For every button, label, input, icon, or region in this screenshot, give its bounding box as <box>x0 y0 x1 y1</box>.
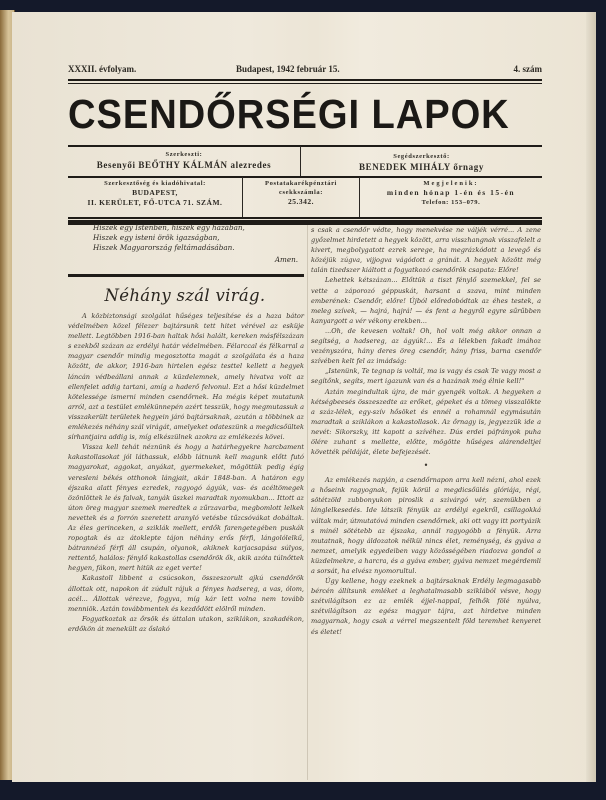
page-edge <box>586 12 596 782</box>
article-paragraph: Aztán megindultak újra, de már gyengék voltak. A hegyeken a kétségbeesés összeszedte az erőket, gépeket és a tömeg visszalökte a száz-lélek, egy-szív hősöket és ennél a rohamnál egymásután maradtak a sziklákon a kakastollasok. Az őrnagy is, jegyezzük ide a nevét: Sikorszky, itt kapott a szívéhez. Dús erdei páfrányok puha ölére zuhant s mellette, előtte, mögötte hűséges alárendeltjei követték példáját, élete befejezését. <box>311 387 541 457</box>
masthead-title: CSENDŐRSÉGI LAPOK <box>68 91 510 137</box>
newspaper-page <box>12 12 596 782</box>
article-paragraph: ...Oh, de kevesen voltak! Oh, hol volt még akkor onnan a segítség, a hadsereg, az ágyúk!... És a lélekben fakadt imához vezényszóra, hány deres öreg csendőr, hány friss, barna csendőr szívében kelt fel az imádság: <box>311 326 541 366</box>
postal-label: Postatakarékpénztári <box>265 180 337 187</box>
issue-info-row <box>68 64 542 76</box>
column-divider <box>307 225 308 780</box>
article-paragraph: Kakastoll libbent a csúcsokon, összeszorult ajkú csendőrök állottak ott, napokon át zúdult rájuk a fényes hadsereg, a vas, ólom, acél... Állottak vérezve, fogyva, míg kár lett volna nem tovább menniök. Aztán továbbmentek és kezdődött elölről minden. <box>68 574 304 613</box>
editor-block <box>68 150 300 171</box>
article-paragraph: Lehettek kétszázan... Előttük a tiszt fénylő szemekkel, fel se vette a záporozó géppuskát, harsant a szava, mint minden emberének: Csendőr, előre! Újból előredobódtak az éhes testek, a meleg szívek, — hajrá, hajrá! — és fent a hegyről egyre sűrűbben kanyargott a vér vékony erekben... <box>311 276 541 325</box>
article-paragraph: Vissza kell tehát néznünk és hogy a határhegyekre harcbament kakastollasokat jól láthassuk, előbb látnunk kell magunk előtt futó magyarokat, aggokat, anyákat, gyermekeket, mögöttük pedig égig vereslenі békés otthonok lángjait, akár 1848-ban. A határon egy éjszaka alatt fényes ezredek, ragyogó ágyúk, vas- és acéltömegek özönlöttek le és falvak, tanyák üszkei maradtak nyomukban... Ittott az úton öreg magyar szemek meredtek a zűrzavarba, megbomlott lelkek nevettek és a forrón szeretett aranyló vetésbe tűzcsóvákat dobáltak. Az éles gerinceken, a sziklák mellett, erdők farengetegében puskák ropogtak és az átoklepte tájon néhány erős férfi, lángolólelkű, bátrannéző férfi áll csupán, olyanok, akiknek karjacsapása súlyos, rettentő, halálos: fénylő kakastollas csendőrök ők, akik azóta túlnőttek hegyen, fákon, mert hitük az eget verte! <box>68 443 304 573</box>
article-paragraph: Az emlékezés napján, a csendőrnapon arra kell nézni, ahol ezek a hőseink ragyognak, fejük körül a megdicsőülés glóriája, régi, sötétzöld zubbonyukon piroslik a szivárgó vér, szemükben a lánglelkesedés. Ide látszik fényük az erdélyi egekről, csillagokká váltak már, útmutatóvá minden csendőrnek, aki ott vagy itt portyázik s minél sötétebb az éjszaka, annál ragyogóbb a fényük. Arra mutatnak, hogy áldozatok nélkül nincs élet, reménység, és gyáva a nemzet, amelyik egyedeiben vagy közösségében riadozva gondol a küzdelmekre, a harcra, és a gyáva ember, gyáva nemzet megérdemli a sorsát, ha elvész nyomorultul. <box>311 476 541 575</box>
office-label: Szerkesztőség és kiadóhivatal: <box>104 180 206 187</box>
article-title: Néhány szál virág. <box>104 286 266 305</box>
staff-rule-bottom <box>68 217 542 219</box>
creed-rule <box>68 274 304 277</box>
article-column-right <box>311 225 541 637</box>
postal-account-block <box>243 179 359 207</box>
creed-line: Hiszek egy isteni örök igazságban, <box>93 233 220 242</box>
staff-rule-top <box>68 145 542 147</box>
volume-label: XXXII. évfolyam. <box>68 64 137 74</box>
creed-line: Hiszek Magyarország feltámadásában. <box>93 243 235 252</box>
office-block <box>68 179 242 208</box>
publish-label: Megjelenik: <box>423 180 479 187</box>
section-separator: • <box>423 461 429 471</box>
editor-name: Besenyői BEŐTHY KÁLMÁN alezredes <box>96 160 272 170</box>
staff-rule-mid <box>68 176 542 178</box>
assistant-label: Segédszerkesztő: <box>393 153 450 160</box>
article-paragraph: A közbiztonsági szolgálat hűséges teljesítése és a haza bátor védelmében közel félezer bajtársunk tett hitet vérével az esküje mellett. Legtöbben 1916-ban haltak hősi halált, kereken másfélszázan s ezekből százan az erdélyi határ védelmében. Félarccal és félkarral a magyar csendőr mindig megosztotta magát a szolgálata és a haza között, de akkor, 1916-ban hirtelen egész testtel kellett a hegyek láncán védbeállani annak a küzdelemnek, amely hivatva volt az ellenfelet addig tartani, amíg a haderő felvonul. Ezt a hősi küzdelmet kötelessége ismerni minden csendőrnek. Ha mégis képet mutatunk arról, azt a testület emlékünnepén azért tesszük, hogy megmutassuk a visszakerült területek hegyein járó bajtársaknak, azután a többinek az emlékezés néhány szál virágát, amelyeket odateszünk a megdicsőültek sírhantjaira addig is, míg elkészülnek azokra az emlékezés kövei. <box>68 312 304 442</box>
publish-schedule: minden hónap 1-én és 15-én <box>386 188 516 197</box>
editor-label: Szerkeszti: <box>165 151 203 158</box>
issue-number: 4. szám <box>513 64 542 74</box>
article-paragraph: s csak a csendőr védte, hogy menekvése ne váljék vérré... A zene győzelmet hirdetett a hegyek között, arra visszhangnak visszafelelt a kivert, megbolygatott ezrek serege, ha megrázkódott a levegő és közéjük zúgva, vijjogva vágódott a gránát. A hegyek között még talán tizedszer kiáltott a fogyatkozó csendőrök csapata: Előre! <box>311 226 541 275</box>
postal-number: 25.342. <box>288 197 314 206</box>
creed-amen: Amen. <box>274 255 298 264</box>
office-city: BUDAPEST, <box>132 188 178 197</box>
assistant-name: BENEDEK MIHÁLY őrnagy <box>359 162 484 172</box>
prayer-quote: „Istenünk, Te tegnap is voltál, ma is vagy és csak Te vagy most a segítőnk, segíts, mert igazunk van és a hazának még élnie kell!" <box>311 367 541 386</box>
postal-label-2: csekkszámla: <box>278 189 324 196</box>
top-rule-thin <box>68 83 542 84</box>
article-paragraph: Úgy kellene, hogy ezeknek a bajtársaknak Erdély legmagasabb bércén állítsunk emléket a leghatalmasabb sziklából vésve, hogy szétvilágítson ez az emlék éjjel-nappal, felhők fölé nyúlva, szétvilágítson az egész magyar tájra, azt hirdetve minden magyarnak, hogy csak a vérrel megszentelt föld teremhet kenyeret és életet! <box>311 577 541 636</box>
article-paragraph: Fogyatkoztak az őrsök és úttalan utakon, sziklákon, szakadékon, erdőkön át menekült az őslakó <box>68 614 304 633</box>
publication-block <box>360 179 542 207</box>
dateline: Budapest, 1942 február 15. <box>236 64 340 74</box>
phone-number: Telefon: 153–079. <box>421 199 481 206</box>
article-column-left <box>68 311 304 634</box>
top-rule <box>68 79 542 81</box>
hungarian-creed <box>93 223 298 265</box>
office-address: II. KERÜLET, FŐ-UTCA 71. SZÁM. <box>87 198 223 207</box>
assistant-editor-block <box>301 152 542 173</box>
creed-line: Hiszek egy Istenben, hiszek egy hazában, <box>93 223 245 232</box>
